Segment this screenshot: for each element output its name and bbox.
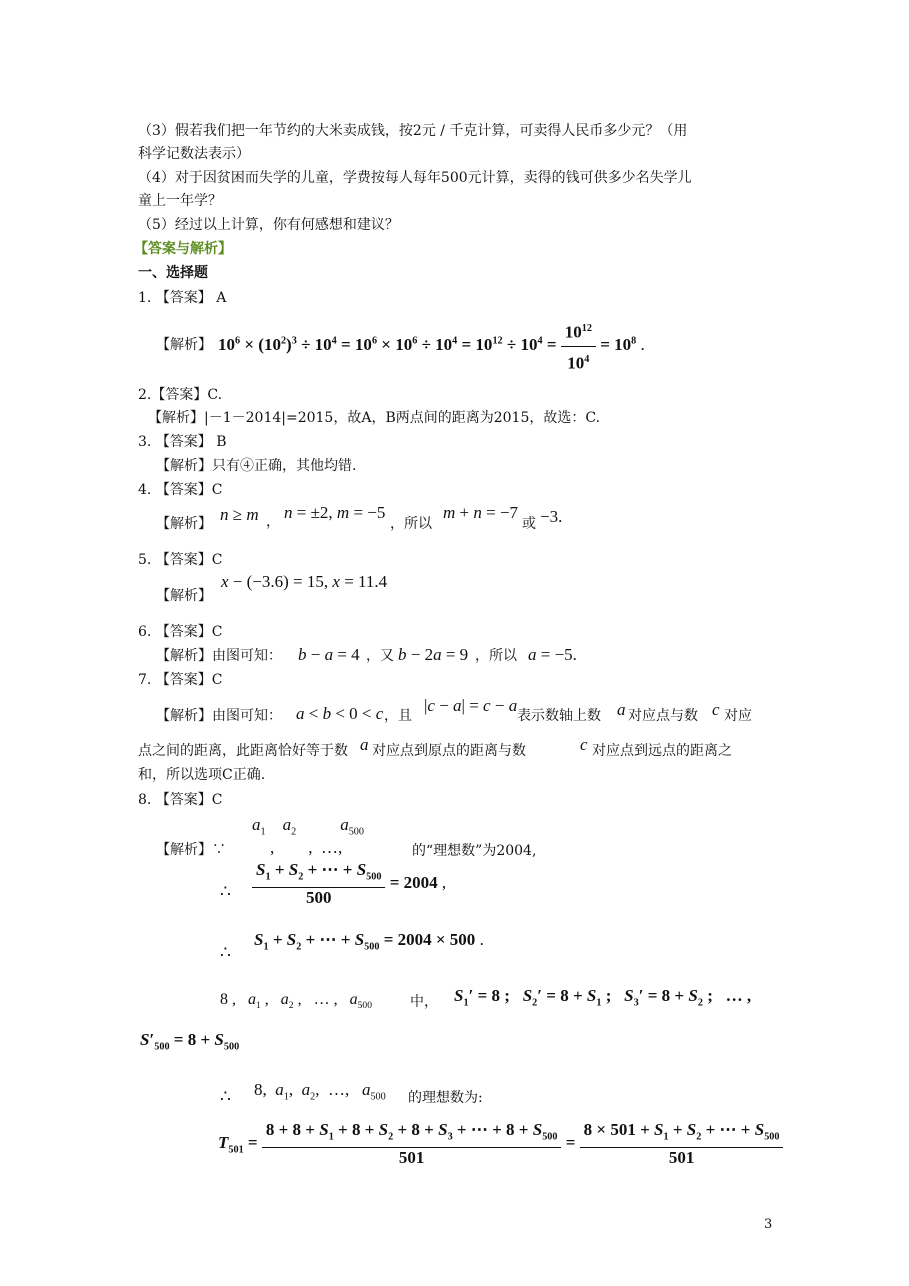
answer-7-math-2: |c − a| = c − a — [424, 696, 518, 715]
answer-4-math-4: −3. — [540, 507, 563, 526]
answer-8-ideal2: 的理想数为: — [408, 1090, 483, 1106]
answer-6-label: 6. 【答案】C — [138, 624, 223, 640]
answer-6-math-1: b − a = 4 — [298, 645, 360, 664]
answer-7-label: 7. 【答案】C — [138, 672, 223, 688]
therefore-2: ∴ — [220, 943, 231, 962]
answer-2-analysis: 【解析】|－1－2014|=2015，故A，B两点间的距离为2015，故选：C. — [148, 410, 601, 426]
page-number: 3 — [764, 1217, 773, 1232]
answer-7-math-1: a < b < 0 < c — [296, 704, 384, 723]
question-3-line1: （3）假若我们把一年节约的大米卖成钱，按2元 / 千克计算，可卖得人民币多少元？（用 — [138, 123, 688, 139]
answer-8-primes: $S_1' = 8$ ; $S_2' = 8 + S_1$ ; $S_3' = 8 + S_2$ ; … , — [454, 986, 752, 1009]
answer-7-tail1: 表示数轴上数 — [517, 708, 601, 724]
answer-7-line2a: 点之间的距离，此距离恰好等于数 — [138, 743, 348, 759]
answer-8-in: 中， — [410, 994, 438, 1010]
answer-8-vars-top: $a_1$ $a_2$ $a_{500}$ — [252, 815, 364, 838]
question-5: （5）经过以上计算，你有何感想和建议？ — [138, 217, 399, 233]
answer-4-comma: ， — [266, 514, 280, 530]
answer-8-label: 8. 【答案】C — [138, 792, 223, 808]
answer-8-line-primes: 8 , $a_1$ , $a_2$ , … , $a_{500}$ — [220, 991, 372, 1012]
answer-8-t501: $T_{501}$ = $\frac{8 + 8 + S_1 + 8 + S_2 + 8 + S_3 + \cdots + 8 + S_{500}}{501}$ = $\frac{8 \times 501 + S_1 + S_2 + \cdots + S_{500}}{501}$ — [218, 1120, 783, 1168]
answer-8-seq-punct: , , …, — [270, 838, 343, 857]
answer-8-seq2: 8, $a_1$, $a_2$, …, $a_{500}$ — [254, 1080, 386, 1103]
answer-7-line2c: 对应点到远点的距离之 — [592, 743, 732, 759]
answer-8-s500-prime: $S'_{500} = 8 + S_{500}$ — [140, 1030, 240, 1053]
answer-4-or: 或 — [522, 516, 536, 532]
answer-1-label: 1. 【答案】 A — [138, 290, 227, 306]
answer-7-line3: 和，所以选项C正确. — [138, 767, 266, 783]
answer-8-ideal: 的“理想数”为2004, — [412, 843, 537, 859]
answer-5-math: x − (−3.6) = 15, x = 11.4 — [221, 572, 388, 591]
question-4-line2: 童上一年学？ — [138, 193, 222, 209]
answer-8-frac-1: $\frac{S_1 + S_2 + \cdots + S_{500}}{500}$ = 2004 , — [252, 860, 446, 908]
answer-4-label: 4. 【答案】C — [138, 482, 223, 498]
section-title: 一、选择题 — [138, 265, 208, 281]
answer-1-analysis-label: 【解析】 — [156, 337, 212, 353]
answer-7-var-a: a — [617, 700, 626, 719]
answer-1-formula: $10^6 \times (10^2)^3 \div 10^4 = 10^6 \times 10^6 \div 10^4 = 10^{12} \div 10^4$ = $\frac{10^{12}}{10^4}$ = $10^8$ . — [218, 316, 645, 376]
answer-4-math-3: m + n = −7 — [443, 503, 519, 522]
answer-7-var-c2: c — [580, 735, 588, 754]
answer-7-line2b: 对应点到原点的距离与数 — [372, 743, 526, 759]
answer-7-var-c: c — [712, 700, 720, 719]
answer-5-label: 5. 【答案】C — [138, 552, 223, 568]
question-4-line1: （4）对于因贫困而失学的儿童，学费按每人每年500元计算，卖得的钱可供多少名失学儿 — [138, 170, 692, 186]
question-3-line2: 科学记数法表示） — [138, 146, 250, 162]
answer-6-math-3: a = −5. — [528, 645, 577, 664]
answer-3-label: 3. 【答案】 B — [138, 434, 227, 450]
answer-5-analysis-label: 【解析】 — [156, 588, 212, 604]
answer-8-sum: $S_1 + S_2$ + ⋯ + $S_{500} = 2004 \times 500$ . — [254, 930, 484, 953]
answer-7-and: ，且 — [384, 708, 412, 724]
therefore-1: ∴ — [220, 882, 231, 901]
answer-4-so: ，所以 — [390, 516, 432, 532]
answer-3-analysis: 【解析】只有④正确，其他均错. — [156, 458, 357, 474]
answer-2-label: 2.【答案】C. — [138, 387, 223, 403]
answer-7-var-a2: a — [360, 735, 369, 754]
answer-6-so: ，所以 — [475, 648, 517, 664]
answer-header: 【答案与解析】 — [134, 241, 232, 257]
answer-7-tail3: 对应 — [724, 708, 752, 724]
answer-4-analysis-label: 【解析】 — [156, 516, 212, 532]
answer-6-analysis-label: 【解析】由图可知： — [156, 648, 282, 664]
answer-7-analysis-label: 【解析】由图可知： — [156, 708, 282, 724]
answer-6-math-2: b − 2a = 9 — [398, 645, 469, 664]
therefore-3: ∴ — [220, 1087, 231, 1106]
answer-8-analysis-label: 【解析】∵ — [156, 842, 226, 858]
answer-4-math-1: n ≥ m — [220, 505, 259, 524]
answer-6-mid: ，又 — [366, 648, 394, 664]
answer-4-math-2: n = ±2, m = −5 — [284, 503, 386, 522]
answer-7-tail2: 对应点与数 — [628, 708, 698, 724]
